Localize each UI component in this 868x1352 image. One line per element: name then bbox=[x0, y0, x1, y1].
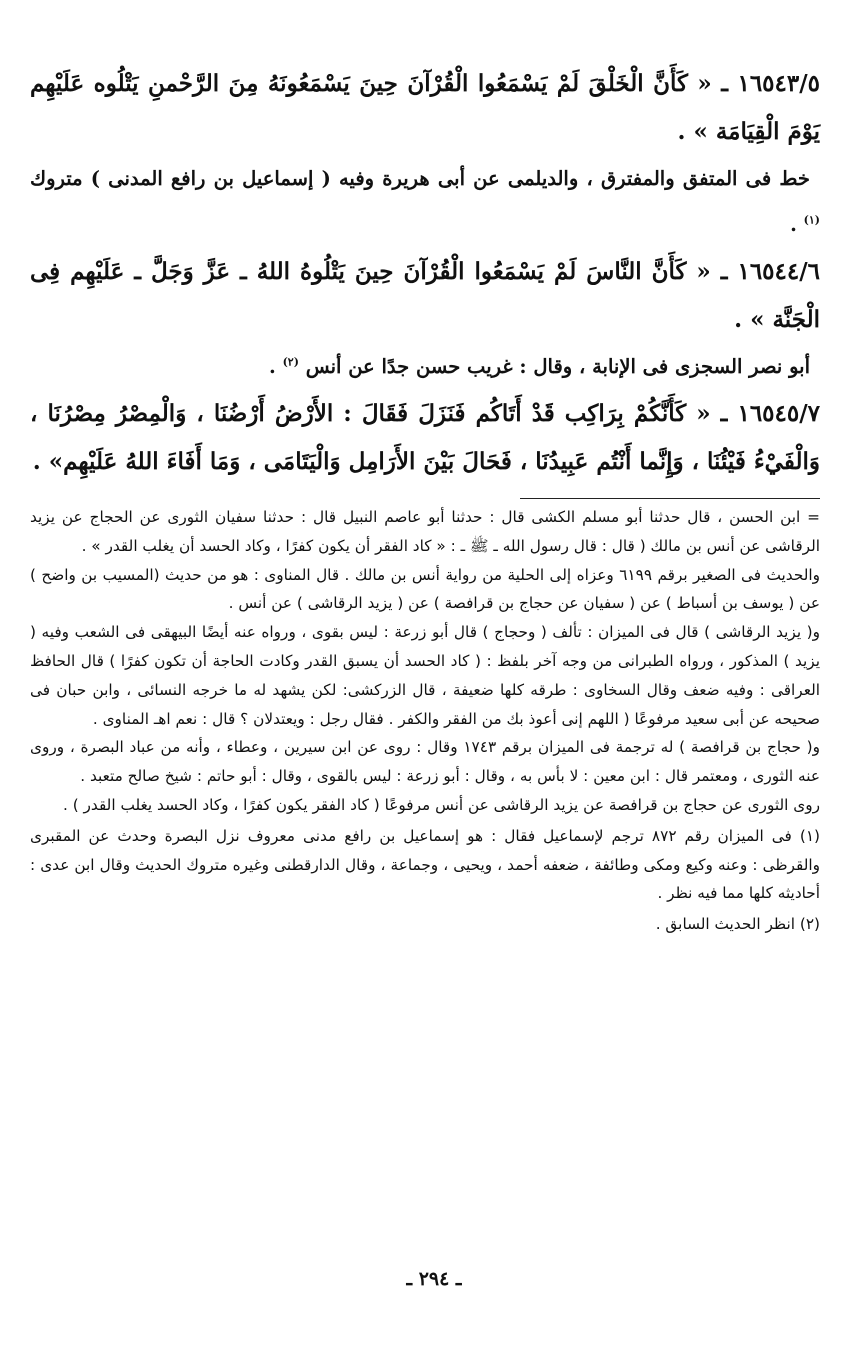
source-tail: . bbox=[268, 355, 283, 378]
source-text: أبو نصر السجزى فى الإنابة ، وقال : غريب حسن جدًا عن أنس bbox=[305, 355, 810, 378]
footnote-ref-1[interactable]: (١) bbox=[803, 213, 820, 227]
source-text: خط فى المتفق والمفترق ، والديلمى عن أبى هريرة وفيه ( إسماعيل بن رافع المدنى ) متروك bbox=[30, 167, 810, 190]
note-continued-4: و( حجاج بن قرافصة ) له ترجمة فى الميزان برقم ١٧٤٣ وقال : روى عن ابن سيرين ، وعطاء ، وأنه من عباد البصرة ، وروى عنه الثورى ، ومعتمر قال : ابن معين : لا بأس به ، وقال : أبو زرعة : ليس بالقوى ، وقال : أبو حاتم : شيخ صالح متعبد . bbox=[30, 738, 820, 786]
footnote-2: (٢) انظر الحديث السابق . bbox=[655, 915, 820, 934]
footnote-ref-2[interactable]: (٢) bbox=[282, 355, 299, 369]
source-16544 bbox=[30, 344, 820, 390]
main-text bbox=[30, 60, 820, 486]
hadith-16544: ١٦٥٤٤/٦ ـ « كَأَنَّ النَّاسَ لَمْ يَسْمَعُوا الْقُرْآنَ حِينَ يَتْلُوهُ اللهُ ـ عَزَّ وَجَلَّ ـ عَلَيْهِم فِى الْجَنَّة » . bbox=[30, 258, 820, 333]
note-continued-3: و( يزيد الرقاشى ) قال فى الميزان : تألف ( وحجاج ) قال أبو زرعة : ليس بقوى ، ورواه عنه أيضًا البيهقى فى الشعب وفيه ( يزيد ) المذكور ، ورواه الطبرانى من وجه آخر بلفظ : ( كاد الحسد أن يسبق القدر وكادت الحاجة أن تكون كفرًا ) قال الحافظ العراقى : وفيه ضعف وقال السخاوى : طرقه كلها ضعيفة ، قال الزركشى: لكن يشهد له ما خرجه النسائى ، وابن حبان فى صحيحه عن أبى سعيد مرفوعًا ( اللهم إنى أعوذ بك من الفقر والكفر . فقال رجل : ويعتدلان ؟ قال : نعم اهـ المناوى . bbox=[30, 623, 820, 728]
footnote-1: (١) فى الميزان رقم ٨٧٢ ترجم لإسماعيل فقال : هو إسماعيل بن رافع مدنى معروف نزل البصرة وحدث عن المقبرى والقرظى : وعنه وكيع ومكى وطائفة ، ضعفه أحمد ، ويحيى ، وجماعة ، وقال الدارقطنى وغيره متروك الحديث وقال ابن عدى : أحاديثه كلها مما فيه نظر . bbox=[30, 826, 820, 903]
footnote-separator bbox=[520, 498, 820, 499]
note-continued-2: والحديث فى الصغير برقم ٦١٩٩ وعزاه إلى الحلية من رواية أنس بن مالك . قال المناوى : هو من حديث (المسيب بن واضح ) عن ( يوسف بن أسباط ) عن ( سفيان عن حجاج بن قرافصة ) عن ( يزيد الرقاشى ) عن أنس . bbox=[30, 565, 820, 613]
footnotes-section bbox=[30, 503, 820, 939]
hadith-16543: ١٦٥٤٣/٥ ـ « كَأَنَّ الْخَلْقَ لَمْ يَسْمَعُوا الْقُرْآنَ حِينَ يَسْمَعُونَهُ مِنَ الرَّحْمنِ يَتْلُوه عَلَيْهِم يَوْمَ الْقِيَامَة » . bbox=[30, 70, 820, 145]
source-16543 bbox=[30, 156, 820, 248]
book-page bbox=[30, 60, 820, 1340]
source-tail: . bbox=[790, 213, 804, 236]
note-continued-5: روى الثورى عن حجاج بن قرافصة عن يزيد الرقاشى عن أنس مرفوعًا ( كاد الفقر يكون كفرًا ، وكاد الحسد يغلب القدر ) . bbox=[62, 795, 820, 814]
note-continued-1: = ابن الحسن ، قال حدثنا أبو مسلم الكشى قال : حدثنا أبو عاصم النبيل قال : حدثنا سفيان الثورى عن الحجاج عن يزيد الرقاشى عن أنس بن مالك ( قال : قال رسول الله ـ ﷺ ـ : « كاد الفقر أن يكون كفرًا ، وكاد الحسد أن يغلب القدر » . bbox=[30, 508, 820, 555]
page-number: ـ ٢٩٤ ـ bbox=[406, 1268, 462, 1290]
hadith-16545: ١٦٥٤٥/٧ ـ « كَأَنَّكُمْ بِرَاكِب قَدْ أَتَاكُم فَنَزَلَ فَقَالَ : الأَرْضُ أَرْضُنَا ، وَالْمِصْرُ مِصْرُنَا ، وَالْفَيْءُ فَيْئُنَا ، وَإِنَّما أَنْتُم عَبِيدُنَا ، فَحَالَ بَيْنَ الأَرَامِل وَالْيَتَامَى ، وَمَا أَفَاءَ اللهُ عَلَيْهِم» . bbox=[30, 400, 820, 475]
